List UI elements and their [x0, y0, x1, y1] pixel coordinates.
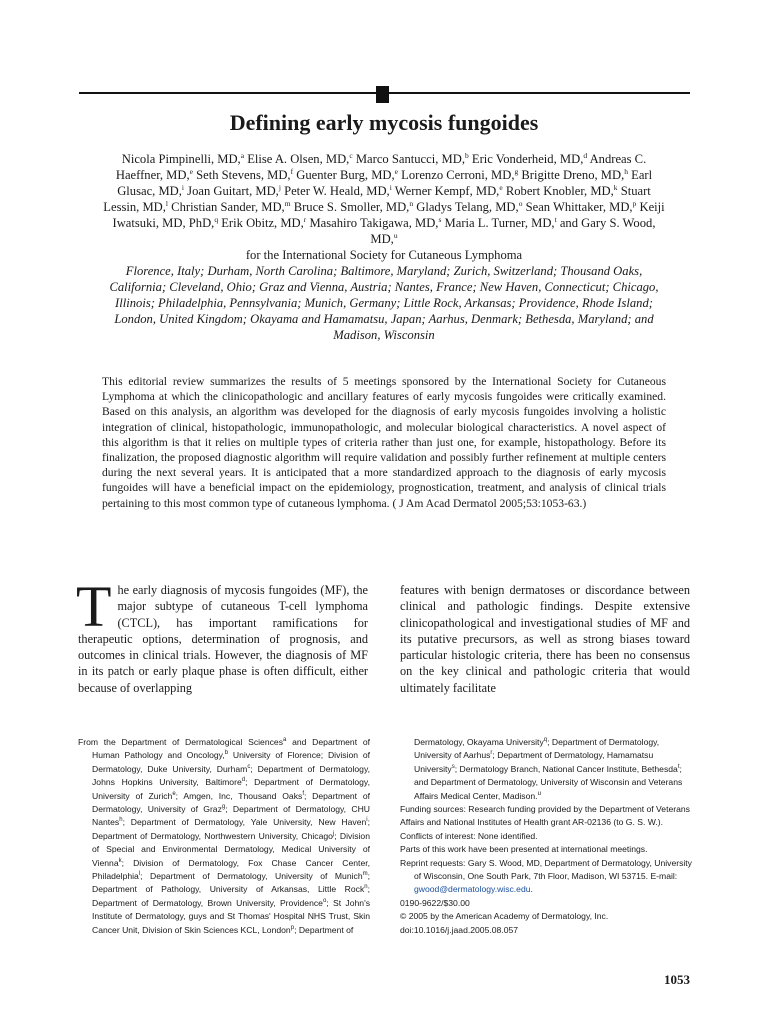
- conflicts-note: Conflicts of interest: None identified.: [400, 830, 538, 841]
- affiliation-mark: l: [138, 871, 141, 878]
- affiliation-run: ; Division of Dermatology, Fox Chase Cancer Center, Philadelphia: [92, 857, 370, 882]
- affiliation-mark: d: [241, 777, 246, 784]
- author-name: Werner Kempf, MD,: [394, 184, 500, 198]
- affiliation-run: ; St John's Institute of Dermatology, guys and St Thomas' Hospital NHS Trust, Skin Cancer Unit, Division of Skin Sciences KCL, London: [92, 897, 371, 935]
- author-affiliation-mark: q: [214, 214, 219, 224]
- author-affiliation-mark: i: [389, 182, 392, 192]
- copyright-note: © 2005 by the American Academy of Dermatology, Inc.: [400, 911, 609, 922]
- author-affiliation-mark: j: [278, 182, 281, 192]
- author-name: Eric Vonderheid, MD,: [471, 152, 584, 166]
- affiliation-run: ; Department of Dermatology, Northwestern University, Chicago: [92, 817, 370, 841]
- author-affiliation-mark: p: [632, 198, 637, 208]
- affiliation-run: From the Department of Dermatological Sciences: [78, 737, 283, 747]
- author-name: Keiji Iwatsuki, MD, PhD,: [112, 200, 665, 230]
- affiliation-run: ; and Department of Dermatology, University of Wisconsin and Veterans Affairs Medical Center, Madison.: [414, 763, 683, 801]
- affiliation-run: ; Amgen, Inc, Thousand Oaks: [175, 790, 303, 801]
- affiliation-mark: s: [451, 763, 455, 770]
- body-column-left: [76, 574, 368, 696]
- affiliations-right: [400, 736, 692, 937]
- affiliation-mark: a: [283, 737, 287, 744]
- author-name: Bruce S. Smoller, MD,: [293, 200, 410, 214]
- affiliation-mark: h: [119, 817, 123, 824]
- author-list: [100, 151, 668, 263]
- author-affiliation-mark: e: [394, 166, 398, 176]
- affiliation-run: ; Department of Dermatology, University of Munich: [140, 871, 363, 882]
- affiliation-text-right: [400, 736, 692, 803]
- affiliation-run: ; Department of Dermatology, University of Graz: [92, 790, 370, 815]
- author-affiliation-mark: f: [290, 166, 294, 176]
- author-name: Stuart Lessin, MD,: [103, 184, 651, 214]
- author-affiliation-mark: d: [583, 150, 588, 160]
- affiliation-run: ; Dermatology Branch, National Cancer Institute, Bethesda: [454, 763, 678, 774]
- body-column-right: [400, 582, 690, 696]
- author-affiliation-mark: t: [554, 214, 557, 224]
- author-affiliation-mark: n: [409, 198, 414, 208]
- author-affiliation-mark: a: [240, 150, 245, 160]
- author-name: Nicola Pimpinelli, MD,: [121, 152, 241, 166]
- affiliation-mark: p: [290, 924, 295, 931]
- author-names: [103, 152, 664, 246]
- affiliation-mark: r: [490, 750, 493, 757]
- affiliation-run: and Department of Human Pathology and Oncology,: [92, 737, 370, 761]
- body-text-left: he early diagnosis of mycosis fungoides (MF), the major subtype of cutaneous T-cell lymphoma (CTCL), has important ramifications for therapeutic options, determination of prognosis, and outcomes in clinical trials. However, the diagnosis of MF in its patch or early plaque phase is often difficult, either because of overlapping: [78, 583, 368, 695]
- affiliation-mark: b: [224, 750, 229, 757]
- affiliation-mark: k: [118, 857, 122, 864]
- reprint-note: [400, 857, 692, 897]
- affiliation-mark: n: [364, 884, 368, 891]
- author-name: and Gary S. Wood, MD,: [370, 216, 656, 246]
- affiliation-run: ; Department of Dermatology, Brown University, Providence: [92, 884, 370, 908]
- affiliation-run: ; Department of Dermatology, Yale University, New Haven: [122, 817, 367, 828]
- affiliation-run: Dermatology, Okayama University: [414, 737, 544, 747]
- affiliation-mark: f: [302, 790, 304, 797]
- author-affiliation-mark: s: [438, 214, 442, 224]
- affiliation-run: ; Department of Dermatology, CHU Nantes: [92, 804, 370, 828]
- affiliation-run: ; Department of Dermatology, University of Zurich: [92, 777, 370, 801]
- affiliation-mark: q: [543, 737, 548, 744]
- author-name: Seth Stevens, MD,: [196, 168, 291, 182]
- affiliation-run: ; Department of: [294, 924, 354, 935]
- author-affiliation-mark: b: [464, 150, 469, 160]
- price-code: 0190-9622/$30.00: [400, 897, 470, 908]
- funding-note: Funding sources: Research funding provided by the Department of Veterans Affairs and National Institutes of Health grant AR-02136 (to G. S. W.).: [400, 804, 690, 828]
- author-name: Earl Glusac, MD,: [117, 168, 653, 198]
- author-affiliation-mark: m: [284, 198, 291, 208]
- author-name: Masahiro Takigawa, MD,: [309, 216, 439, 230]
- affiliation-run: ; Department of Pathology, University of Arkansas, Little Rock: [92, 871, 370, 895]
- header-rule-marker: [376, 86, 389, 103]
- affiliation-run: ; Department of Dermatology, Hamamatsu University: [414, 750, 654, 774]
- abstract: This editorial review summarizes the results of 5 meetings sponsored by the International Society for Cutaneous Lymphoma at which the clinicopathologic and ancillary features of early mycosis fungoides were critically examined. Based on this analysis, an algorithm was developed for the diagnosis of early mycosis fungoides involving a holistic integration of clinical, histopathologic, immunopathologic, and molecular biological characteristics. A novel aspect of this algorithm is that it relies on multiple types of criteria rather than just one, for example, histopathology. Before its finalization, the proposed diagnostic algorithm will require validation and possibly further refinement at multiple centers during the next several years. It is anticipated that a more standardized approach to the diagnosis of early mycosis fungoides will have a beneficial impact on the epidemiology, prognostication, treatment, and analysis of clinical trials pertaining to this most common type of cutaneous lymphoma. ( J Am Acad Dermatol 2005;53:1053-63.): [102, 375, 666, 510]
- affiliation-mark: e: [172, 790, 176, 797]
- affiliation-run: University of Florence; Division of Dermatology, Duke University, Durham: [92, 750, 371, 774]
- author-affiliation-mark: i: [181, 182, 185, 192]
- author-affiliation-mark: k: [613, 182, 618, 192]
- affiliation-mark: m: [362, 871, 368, 878]
- author-name: Gladys Telang, MD,: [416, 200, 519, 214]
- author-locations: Florence, Italy; Durham, North Carolina; Baltimore, Maryland; Zurich, Switzerland; Thousand Oaks, California; Cleveland, Ohio; Graz and Vienna, Austria; Nantes, France; New Haven, Connecticut; Chicago, Illinois; Philadelphia, Pennsylvania; Munich, Germany; Little Rock, Arkansas; Providence, Rhode Island; London, United Kingdom; Okayama and Hamamatsu, Japan; Aarhus, Denmark; Bethesda, Maryland; and Madison, Wisconsin: [109, 264, 659, 342]
- affiliation-mark: t: [677, 763, 680, 770]
- affiliation-run: ; Division of Special and Environmental Dermatology, Medical University of Vienna: [92, 830, 370, 868]
- affiliation-run: ; Department of Dermatology, Johns Hopkins University, Baltimore: [92, 763, 370, 788]
- author-name: Lorenzo Cerroni, MD,: [401, 168, 515, 182]
- society-line: for the International Society for Cutaneous Lymphoma: [245, 248, 523, 262]
- doi-note: doi:10.1016/j.jaad.2005.08.057: [400, 924, 519, 935]
- author-name: Maria L. Turner, MD,: [444, 216, 555, 230]
- author-name: Elise A. Olsen, MD,: [247, 152, 350, 166]
- author-affiliation-mark: u: [393, 230, 398, 240]
- author-name: Guenter Burg, MD,: [296, 168, 395, 182]
- author-name: Joan Guitart, MD,: [187, 184, 279, 198]
- author-affiliation-mark: e: [189, 166, 193, 176]
- page-number: 1053: [664, 972, 690, 987]
- author-name: Robert Knobler, MD,: [505, 184, 614, 198]
- author-name: Erik Obitz, MD,: [221, 216, 304, 230]
- body-text-right: features with benign dermatoses or discordance between clinical and pathologic findings. Despite extensive clinicopathological and investigational studies of MF and its putative precursors, as well as strong biases toward particular histologic criteria, there has been no consensus on the key clinical and pathologic criteria that would ultimately facilitate: [400, 583, 690, 695]
- author-name: Peter W. Heald, MD,: [284, 184, 390, 198]
- author-affiliation-mark: l: [165, 198, 169, 208]
- author-name: Sean Whittaker, MD,: [525, 200, 633, 214]
- affiliation-text-left: [78, 736, 370, 937]
- affiliations-left: [78, 736, 370, 937]
- affiliation-mark: c: [247, 763, 251, 770]
- author-affiliation-mark: e: [499, 182, 503, 192]
- author-name: Christian Sander, MD,: [171, 200, 285, 214]
- article-title: Defining early mycosis fungoides: [229, 110, 539, 135]
- affiliation-mark: u: [537, 790, 541, 797]
- reprint-text: Reprint requests: Gary S. Wood, MD, Department of Dermatology, University of Wisconsin, One South Park, 7th Floor, Madison, WI 53715. E-mail:: [400, 857, 692, 882]
- affiliation-mark: j: [332, 830, 335, 837]
- presented-note: Parts of this work have been presented at international meetings.: [400, 844, 648, 855]
- author-affiliation-mark: c: [349, 150, 353, 160]
- drop-cap: T: [76, 574, 112, 639]
- author-affiliation-mark: g: [514, 166, 519, 176]
- author-affiliation-mark: o: [518, 198, 523, 208]
- author-name: Marco Santucci, MD,: [355, 152, 465, 166]
- author-affiliation-mark: h: [624, 166, 628, 176]
- author-affiliation-mark: r: [303, 214, 307, 224]
- email-link[interactable]: gwood@dermatology.wisc.edu: [414, 884, 531, 895]
- affiliation-mark: g: [221, 804, 226, 811]
- author-name: Andreas C. Haeffner, MD,: [115, 152, 647, 182]
- affiliation-run: ; Department of Dermatology, University of Aarhus: [414, 737, 660, 761]
- author-name: Brigitte Dreno, MD,: [521, 168, 625, 182]
- reprint-end: .: [530, 884, 533, 895]
- affiliation-mark: i: [366, 817, 368, 824]
- affiliation-mark: o: [322, 898, 327, 905]
